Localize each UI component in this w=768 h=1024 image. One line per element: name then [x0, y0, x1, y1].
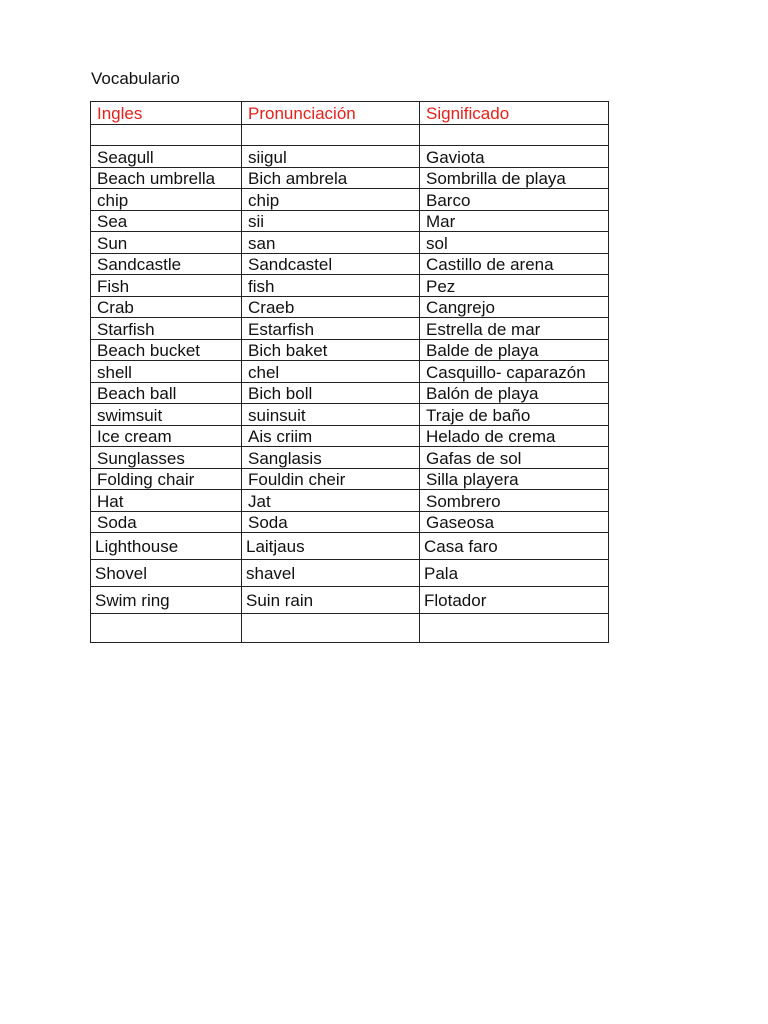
pronunciacion-cell: fish — [242, 275, 420, 297]
empty-cell — [242, 125, 420, 146]
empty-cell — [91, 614, 242, 643]
table-row — [91, 232, 609, 254]
pronunciacion-cell: shavel — [242, 560, 420, 587]
significado-cell: Sombrilla de playa — [420, 167, 609, 189]
pronunciacion-cell: Ais criim — [242, 425, 420, 447]
pronunciacion-cell: Laitjaus — [242, 533, 420, 560]
ingles-cell: chip — [91, 189, 242, 211]
significado-cell: Balde de playa — [420, 339, 609, 361]
header-ingles: Ingles — [91, 102, 242, 125]
ingles-cell: Swim ring — [91, 587, 242, 614]
empty-cell — [242, 614, 420, 643]
table-row — [91, 382, 609, 404]
ingles-cell: Sea — [91, 210, 242, 232]
ingles-cell: Shovel — [91, 560, 242, 587]
significado-cell: Helado de crema — [420, 425, 609, 447]
table-row — [91, 361, 609, 383]
pronunciacion-cell: siigul — [242, 146, 420, 168]
ingles-cell: Sunglasses — [91, 447, 242, 469]
ingles-cell: Crab — [91, 296, 242, 318]
pronunciacion-cell: chip — [242, 189, 420, 211]
pronunciacion-cell: suinsuit — [242, 404, 420, 426]
ingles-cell: Sun — [91, 232, 242, 254]
pronunciacion-cell: Bich ambrela — [242, 167, 420, 189]
header-significado: Significado — [420, 102, 609, 125]
pronunciacion-cell: Jat — [242, 490, 420, 512]
pronunciacion-cell: Bich boll — [242, 382, 420, 404]
table-row — [91, 210, 609, 232]
ingles-cell: Folding chair — [91, 468, 242, 490]
pronunciacion-cell: Fouldin cheir — [242, 468, 420, 490]
table-row — [91, 275, 609, 297]
table-row — [91, 318, 609, 340]
significado-cell: Mar — [420, 210, 609, 232]
ingles-cell: shell — [91, 361, 242, 383]
header-row — [91, 102, 609, 125]
ingles-cell: swimsuit — [91, 404, 242, 426]
table-row — [91, 425, 609, 447]
significado-cell: Castillo de arena — [420, 253, 609, 275]
header-pronunciacion: Pronunciación — [242, 102, 420, 125]
ingles-cell: Seagull — [91, 146, 242, 168]
pronunciacion-cell: Sanglasis — [242, 447, 420, 469]
significado-cell: Gaviota — [420, 146, 609, 168]
significado-cell: Pala — [420, 560, 609, 587]
table-row — [91, 146, 609, 168]
empty-row — [91, 614, 609, 643]
pronunciacion-cell: Estarfish — [242, 318, 420, 340]
pronunciacion-cell: Soda — [242, 511, 420, 533]
ingles-cell: Starfish — [91, 318, 242, 340]
table-row — [91, 560, 609, 587]
pronunciacion-cell: sii — [242, 210, 420, 232]
pronunciacion-cell: chel — [242, 361, 420, 383]
significado-cell: Balón de playa — [420, 382, 609, 404]
ingles-cell: Beach ball — [91, 382, 242, 404]
table-row — [91, 447, 609, 469]
significado-cell: Gafas de sol — [420, 447, 609, 469]
table-row — [91, 587, 609, 614]
empty-cell — [420, 614, 609, 643]
ingles-cell: Sandcastle — [91, 253, 242, 275]
significado-cell: Barco — [420, 189, 609, 211]
table-row — [91, 511, 609, 533]
table-row — [91, 490, 609, 512]
significado-cell: Gaseosa — [420, 511, 609, 533]
pronunciacion-cell: Suin rain — [242, 587, 420, 614]
pronunciacion-cell: san — [242, 232, 420, 254]
pronunciacion-cell: Sandcastel — [242, 253, 420, 275]
ingles-cell: Beach bucket — [91, 339, 242, 361]
significado-cell: Casa faro — [420, 533, 609, 560]
pronunciacion-cell: Craeb — [242, 296, 420, 318]
ingles-cell: Ice cream — [91, 425, 242, 447]
table-row — [91, 296, 609, 318]
empty-cell — [91, 125, 242, 146]
significado-cell: sol — [420, 232, 609, 254]
significado-cell: Casquillo- caparazón — [420, 361, 609, 383]
table-row — [91, 468, 609, 490]
page-title: Vocabulario — [91, 69, 180, 88]
table-row — [91, 253, 609, 275]
ingles-cell: Hat — [91, 490, 242, 512]
table-row — [91, 189, 609, 211]
significado-cell: Sombrero — [420, 490, 609, 512]
vocabulary-table — [90, 101, 609, 643]
ingles-cell: Soda — [91, 511, 242, 533]
empty-row — [91, 125, 609, 146]
significado-cell: Pez — [420, 275, 609, 297]
pronunciacion-cell: Bich baket — [242, 339, 420, 361]
ingles-cell: Beach umbrella — [91, 167, 242, 189]
table-row — [91, 339, 609, 361]
empty-cell — [420, 125, 609, 146]
table-row — [91, 404, 609, 426]
ingles-cell: Fish — [91, 275, 242, 297]
significado-cell: Estrella de mar — [420, 318, 609, 340]
ingles-cell: Lighthouse — [91, 533, 242, 560]
table-row — [91, 167, 609, 189]
table-row — [91, 533, 609, 560]
significado-cell: Silla playera — [420, 468, 609, 490]
significado-cell: Flotador — [420, 587, 609, 614]
significado-cell: Cangrejo — [420, 296, 609, 318]
significado-cell: Traje de baño — [420, 404, 609, 426]
